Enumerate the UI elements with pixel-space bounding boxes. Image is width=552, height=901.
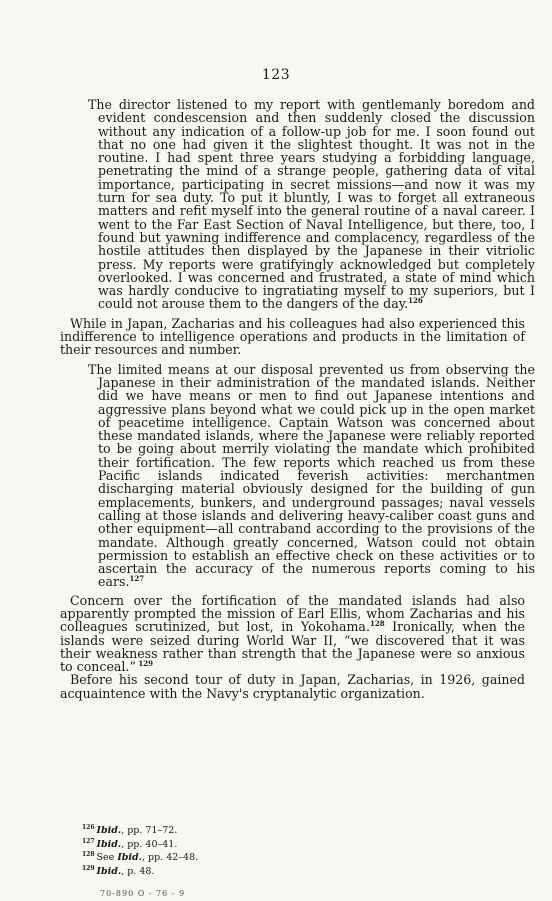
footnote: $^{127}$ Ibid., pp. 40–41. xyxy=(82,837,178,850)
footnote-ref-128: 128 xyxy=(369,619,385,629)
body2-text-a: Concern over the fortification of the mandated islands had also apparently prompted the mission of Earl Ellis, whom Zacharias and his colleagues scrutinized, but lost, in Yokohama. xyxy=(60,592,525,635)
body-paragraph-1: While in Japan, Zacharias and his colleagues had also experienced this indifference to intelligence operations and products in the limitation of their resources and number. xyxy=(60,315,525,358)
footnote: $^{128}$ See Ibid., pp. 42–48. xyxy=(82,851,199,864)
printer-code: 70-890 O - 76 - 9 xyxy=(100,889,186,898)
footnote: $^{126}$ Ibid., pp. 71–72. xyxy=(82,824,178,837)
quote2-text: The limited means at our disposal prevented us from observing the Japanese in their administration of the mandated islands. Neither did we have means or men to find out Japanese intentions and aggressive plans beyond what we could pick up in the open market of peacetime intelligence. Captain Watson was concerned about these mandated islands, where the Japanese were reliably reported to be going about merrily violating the mandate which prohibited their fortification. The few reports which reached us from these Pacific islands indicated feverish activities: merchantmen discharging material obviously designed for the building of gun emplacements, bunkers, and underground passages; naval vessels calling at those islands and delivering heavy-caliber coast guns and other equipment—all contraband according to the provisions of the mandate. Although greatly concerned, Watson could not obtain permission to establish an effective check on these activities or to ascertain the accuracy of the numerous reports coming to his ears. xyxy=(88,361,535,590)
body-paragraph-3: Before his second tour of duty in Japan, Zacharias, in 1926, gained acquaintence with the Navy's cryptanalytic organization. xyxy=(60,672,525,701)
footnote-ref-126: 126 xyxy=(408,296,423,306)
block-quote-1 xyxy=(88,98,535,311)
footnote: $^{129}$ Ibid., p. 48. xyxy=(82,864,155,878)
body-paragraph-2 xyxy=(60,594,525,674)
footnote-ref-127: 127 xyxy=(129,574,145,584)
footnotes xyxy=(82,823,198,878)
quote1-text: The director listened to my report with gentlemanly boredom and evident condescension and then suddenly closed the discussion without any indication of a follow-up job for me. I soon found out that no one had given it the slightest thought. It was not in the routine. I had spent three years studying a forbidding language, penetrating the mind of a strange people, gathering data of vital importance, participating in secret missions—and now it was my turn for sea duty. To put it bluntly, I was to forget all extraneous matters and refit myself into the general routine of a naval career. I went to the Far East Section of Naval Intelligence, but there, too, I found but yawning indifference and complacency, regardless of the hostile attitudes then displayed by the Japanese in their vitriolic press. My reports were gratifyingly acknowledged but completely overlooked. I was concerned and frustrated, a state of mind which was hardly conducive to ingratiating myself to my superiors, but I could not arouse them to the dangers of the day. xyxy=(88,97,535,312)
footnote-ref-129: 129 xyxy=(135,658,153,668)
body2-text-b: Ironically, when the islands were seized during World War II, “we discovered that it was their weakness rather than strength that the Japanese were so anxious to conceal.” xyxy=(60,619,525,675)
page-content xyxy=(60,97,535,701)
page-number: 123 xyxy=(261,67,291,83)
block-quote-2 xyxy=(88,363,535,589)
